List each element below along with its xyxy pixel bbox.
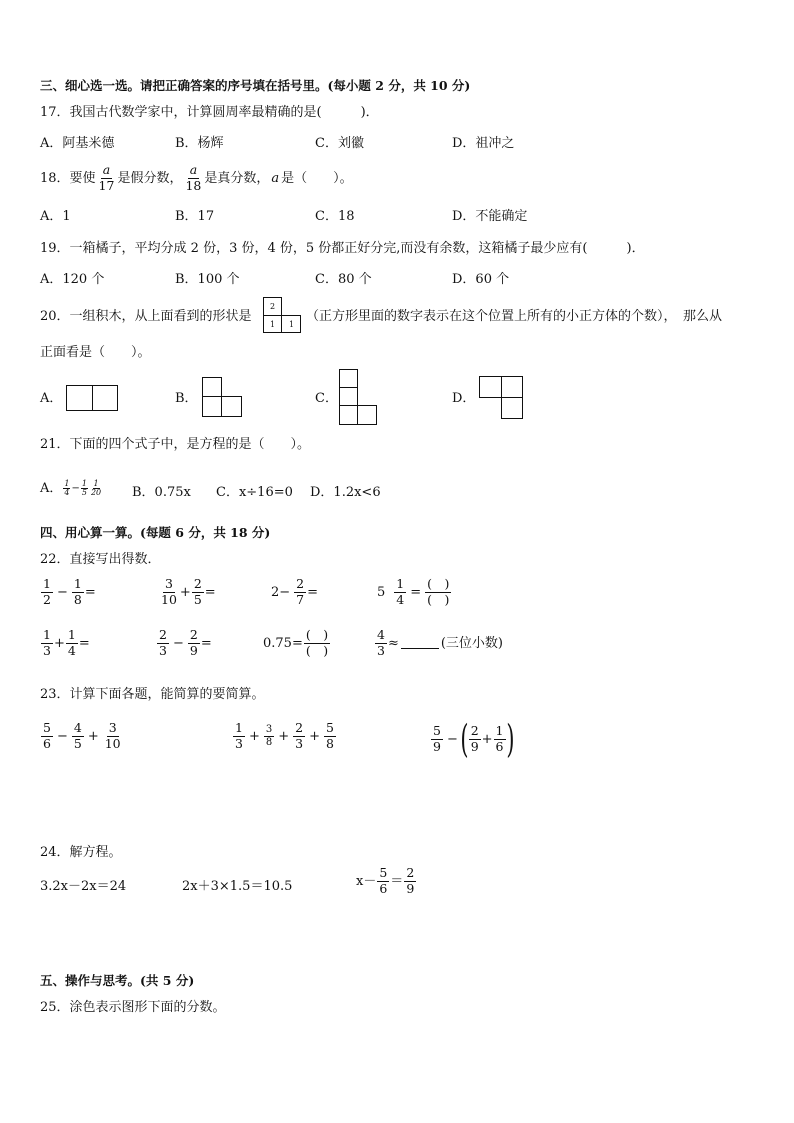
grid-cell-br-value: 1 bbox=[289, 320, 295, 329]
q24-equation-1: 3.2x－2x＝24 bbox=[40, 879, 127, 894]
q18-option-a: A．1 bbox=[40, 209, 71, 224]
numerator: 2 bbox=[406, 865, 415, 880]
numerator: 2 bbox=[296, 576, 305, 591]
denominator: 3 bbox=[159, 642, 167, 658]
denominator: 9 bbox=[470, 738, 479, 754]
fraction bbox=[324, 722, 336, 750]
denominator: 2 bbox=[43, 591, 51, 607]
numerator: 3 bbox=[265, 723, 273, 735]
q22-expr-3 bbox=[271, 578, 318, 606]
q18-frac1-num: a bbox=[102, 162, 111, 177]
q20-option-c-label: C． bbox=[315, 391, 338, 406]
answer-fraction-blank[interactable] bbox=[425, 578, 451, 606]
denominator: 9 bbox=[406, 880, 415, 896]
q22-expr-7 bbox=[263, 629, 331, 657]
numerator: 5 bbox=[379, 865, 388, 880]
numerator: 3 bbox=[164, 576, 173, 591]
denominator: 3 bbox=[295, 735, 304, 751]
q18-option-d: D．不能确定 bbox=[452, 209, 528, 224]
fraction bbox=[66, 629, 78, 657]
operator: + bbox=[53, 635, 65, 651]
shape-square bbox=[339, 405, 358, 425]
numerator: 1 bbox=[235, 720, 243, 735]
q20-option-d-shape bbox=[479, 376, 523, 419]
denominator: 3 bbox=[235, 735, 243, 751]
denominator: 5 bbox=[193, 591, 202, 607]
q18-option-c: C．18 bbox=[315, 209, 355, 224]
q23-expr-3 bbox=[430, 717, 514, 761]
numerator: 5 bbox=[433, 723, 441, 738]
operator: + bbox=[87, 728, 99, 744]
grid-cell-top bbox=[263, 297, 282, 316]
operator: − bbox=[56, 728, 68, 744]
right-paren: ) bbox=[505, 717, 514, 761]
q22-expr-5 bbox=[40, 629, 90, 657]
operator: − bbox=[446, 731, 458, 747]
equals: = bbox=[84, 584, 96, 600]
q21-option-d: D．1.2x<6 bbox=[310, 485, 381, 500]
operator: − bbox=[56, 584, 68, 600]
q22-expr-1 bbox=[40, 578, 96, 606]
numerator: 2 bbox=[193, 576, 202, 591]
q23-expr-2 bbox=[232, 722, 337, 750]
equals: = bbox=[200, 635, 212, 651]
denominator-blank[interactable]: ( ) bbox=[305, 642, 329, 658]
numerator-blank[interactable]: ( ) bbox=[427, 576, 450, 591]
numerator: 2 bbox=[159, 627, 167, 642]
q21-stem: 21．下面的四个式子中，是方程的是（ ）。 bbox=[40, 437, 311, 452]
shape-square bbox=[357, 405, 377, 425]
left-paren: ( bbox=[460, 717, 469, 761]
q22-expr-6 bbox=[156, 629, 212, 657]
q17-option-a: A．阿基米德 bbox=[40, 136, 115, 151]
grid-cell-bottom-left bbox=[263, 315, 282, 333]
q21-a-frac3 bbox=[90, 480, 102, 497]
fraction bbox=[41, 722, 53, 750]
q21-a-frac2-num: 1 bbox=[81, 479, 87, 488]
operator: + bbox=[278, 728, 290, 744]
q21-a-label: A． bbox=[40, 481, 63, 496]
q17-option-d: D．祖冲之 bbox=[452, 136, 515, 151]
denominator: 8 bbox=[326, 735, 334, 751]
equals: = bbox=[78, 635, 90, 651]
expr-lead: 2− bbox=[271, 584, 291, 600]
denominator: 10 bbox=[161, 591, 177, 607]
numerator: 5 bbox=[43, 720, 51, 735]
fraction bbox=[103, 722, 123, 750]
q23-expr-1 bbox=[40, 722, 124, 750]
equals: = bbox=[410, 584, 422, 600]
denominator-blank[interactable]: ( ) bbox=[427, 591, 450, 607]
q17-stem: 17．我国古代数学家中，计算圆周率最精确的是( )． bbox=[40, 105, 379, 120]
q24-equation-3 bbox=[356, 867, 417, 895]
denominator: 4 bbox=[67, 642, 76, 658]
q19-option-d: D．60 个 bbox=[452, 272, 510, 287]
fraction bbox=[394, 578, 406, 606]
fraction bbox=[375, 629, 387, 657]
q19-option-c: C．80 个 bbox=[315, 272, 372, 287]
fraction bbox=[494, 725, 506, 753]
q17-option-b: B．杨辉 bbox=[175, 136, 224, 151]
q20-option-c-shape bbox=[339, 369, 377, 425]
fraction bbox=[41, 578, 53, 606]
denominator: 3 bbox=[377, 642, 385, 658]
shape-square bbox=[202, 396, 222, 417]
fraction bbox=[431, 725, 443, 753]
q21-a-frac3-den: 20 bbox=[90, 488, 102, 497]
numerator-blank[interactable]: ( ) bbox=[305, 627, 329, 642]
expr-tail: (三位小数) bbox=[440, 635, 504, 651]
answer-blank[interactable] bbox=[401, 638, 439, 649]
operator: + bbox=[481, 731, 493, 747]
fraction bbox=[188, 629, 200, 657]
denominator: 5 bbox=[73, 735, 82, 751]
approx-sign: ≈ bbox=[387, 635, 399, 651]
q21-a-frac1-den: 4 bbox=[64, 488, 70, 497]
denominator: 7 bbox=[296, 591, 305, 607]
numerator: 2 bbox=[470, 723, 479, 738]
expr-lead: x－ bbox=[356, 873, 377, 889]
q20-option-d-label: D． bbox=[452, 391, 476, 406]
fraction bbox=[293, 722, 305, 750]
numerator: 1 bbox=[396, 576, 405, 591]
q19-stem: 19．一箱橘子，平均分成 2 份，3 份，4 份，5 份都正好分完,而没有余数，这箱橘子最少应有( )． bbox=[40, 241, 645, 256]
q17-option-c: C．刘徽 bbox=[315, 136, 364, 151]
numerator: 4 bbox=[73, 720, 82, 735]
numerator: 1 bbox=[495, 723, 504, 738]
numerator: 3 bbox=[108, 720, 117, 735]
fraction bbox=[404, 867, 416, 895]
q18-prefix: 18．要使 bbox=[40, 170, 96, 186]
grid-cell-bl-value: 1 bbox=[270, 320, 276, 329]
shape-square bbox=[221, 396, 242, 417]
q20-option-b-shape bbox=[202, 377, 242, 417]
denominator: 6 bbox=[379, 880, 388, 896]
q22-expr-8 bbox=[374, 629, 503, 657]
shape-square bbox=[202, 377, 222, 397]
shape-square bbox=[92, 385, 118, 411]
q21-a-frac3-num: 1 bbox=[93, 479, 99, 488]
shape-square bbox=[339, 387, 358, 406]
section-3-title: 三、细心选一选。请把正确答案的序号填在括号里。(每小题 2 分，共 10 分) bbox=[40, 78, 471, 93]
fraction bbox=[157, 629, 169, 657]
q18-suffix: 是（ ）。 bbox=[281, 170, 353, 186]
denominator: 9 bbox=[433, 738, 441, 754]
q20-top-view-grid bbox=[263, 297, 301, 333]
q22-stem: 22．直接写出得数． bbox=[40, 552, 161, 567]
shape-square bbox=[501, 397, 523, 419]
q18-var: a bbox=[271, 170, 280, 186]
section-4-title: 四、用心算一算。(每题 6 分，共 18 分) bbox=[40, 525, 271, 540]
fraction bbox=[159, 578, 179, 606]
q20-line2: 正面看是（ ）。 bbox=[40, 345, 151, 360]
q22-expr-4 bbox=[377, 578, 452, 606]
q18-fraction-a-18 bbox=[183, 164, 203, 192]
numerator: 1 bbox=[43, 576, 51, 591]
shape-square bbox=[501, 376, 523, 398]
shape-square bbox=[339, 369, 358, 388]
q19-option-a: A．120 个 bbox=[40, 272, 105, 287]
q20-option-b-label: B． bbox=[175, 391, 198, 406]
expr-lead: 0.75= bbox=[263, 635, 303, 651]
denominator: 8 bbox=[265, 736, 273, 748]
denominator: 6 bbox=[495, 738, 504, 754]
denominator: 9 bbox=[189, 642, 198, 658]
denominator: 4 bbox=[396, 591, 405, 607]
mixed-whole: 5 bbox=[377, 584, 386, 600]
grid-cell-bottom-right bbox=[281, 315, 301, 333]
q24-equation-2: 2x＋3×1.5＝10.5 bbox=[182, 879, 293, 894]
q25-stem: 25．涂色表示图形下面的分数。 bbox=[40, 1000, 226, 1015]
operator: + bbox=[248, 728, 260, 744]
fraction bbox=[41, 629, 53, 657]
q20-suffix: （正方形里面的数字表示在这个位置上所有的小正方体的个数）， 那么从 bbox=[306, 309, 723, 324]
q20-prefix: 20．一组积木，从上面看到的形状是 bbox=[40, 309, 252, 324]
shape-square bbox=[66, 385, 93, 411]
denominator: 10 bbox=[104, 735, 121, 751]
q21-a-minus: − bbox=[71, 482, 80, 494]
fraction bbox=[469, 725, 481, 753]
q21-option-a bbox=[40, 480, 103, 497]
denominator: 8 bbox=[73, 591, 82, 607]
denominator: 3 bbox=[43, 642, 51, 658]
fraction bbox=[72, 722, 84, 750]
q21-option-c: C．x÷16=0 bbox=[216, 485, 293, 500]
fraction bbox=[377, 867, 389, 895]
q18-frac2-den: 18 bbox=[185, 177, 202, 193]
grid-cell-top-value: 2 bbox=[270, 302, 276, 311]
numerator: 5 bbox=[326, 720, 334, 735]
operator: + bbox=[309, 728, 320, 744]
q22-expr-2 bbox=[158, 578, 216, 606]
q21-option-b: B．0.75x bbox=[132, 485, 191, 500]
fraction bbox=[72, 578, 84, 606]
operator: − bbox=[172, 635, 184, 651]
q19-option-b: B．100 个 bbox=[175, 272, 240, 287]
numerator: 1 bbox=[43, 627, 51, 642]
answer-fraction-blank[interactable] bbox=[304, 629, 330, 657]
denominator: 6 bbox=[43, 735, 51, 751]
numerator: 4 bbox=[377, 627, 385, 642]
fraction bbox=[192, 578, 204, 606]
equals: ＝ bbox=[390, 873, 404, 889]
equals: = bbox=[204, 584, 216, 600]
numerator: 2 bbox=[189, 627, 198, 642]
q18-fraction-a-17 bbox=[97, 164, 117, 192]
q21-a-frac2-den: 5 bbox=[81, 488, 87, 497]
q18-mid2: 是真分数， bbox=[204, 170, 270, 186]
q23-stem: 23．计算下面各题，能简算的要简算。 bbox=[40, 687, 265, 702]
section-5-title: 五、操作与思考。(共 5 分) bbox=[40, 973, 195, 988]
q18-mid: 是假分数， bbox=[117, 170, 183, 186]
q18-frac1-den: 17 bbox=[98, 177, 115, 193]
q18-option-b: B．17 bbox=[175, 209, 215, 224]
operator: + bbox=[179, 584, 191, 600]
q21-a-frac1 bbox=[63, 480, 70, 497]
fraction bbox=[233, 722, 245, 750]
numerator: 1 bbox=[67, 627, 76, 642]
q20-option-a-shape bbox=[66, 385, 118, 411]
q21-a-frac1-num: 1 bbox=[64, 479, 70, 488]
equals: = bbox=[307, 584, 319, 600]
q18-frac2-num: a bbox=[189, 162, 198, 177]
numerator: 1 bbox=[73, 576, 82, 591]
q18-stem bbox=[40, 164, 353, 192]
shape-square bbox=[479, 376, 502, 398]
q21-a-frac2 bbox=[81, 480, 88, 497]
fraction bbox=[294, 578, 306, 606]
numerator: 2 bbox=[295, 720, 304, 735]
fraction bbox=[264, 725, 274, 748]
q20-option-a-label: A． bbox=[40, 391, 63, 406]
q24-stem: 24．解方程。 bbox=[40, 845, 122, 860]
